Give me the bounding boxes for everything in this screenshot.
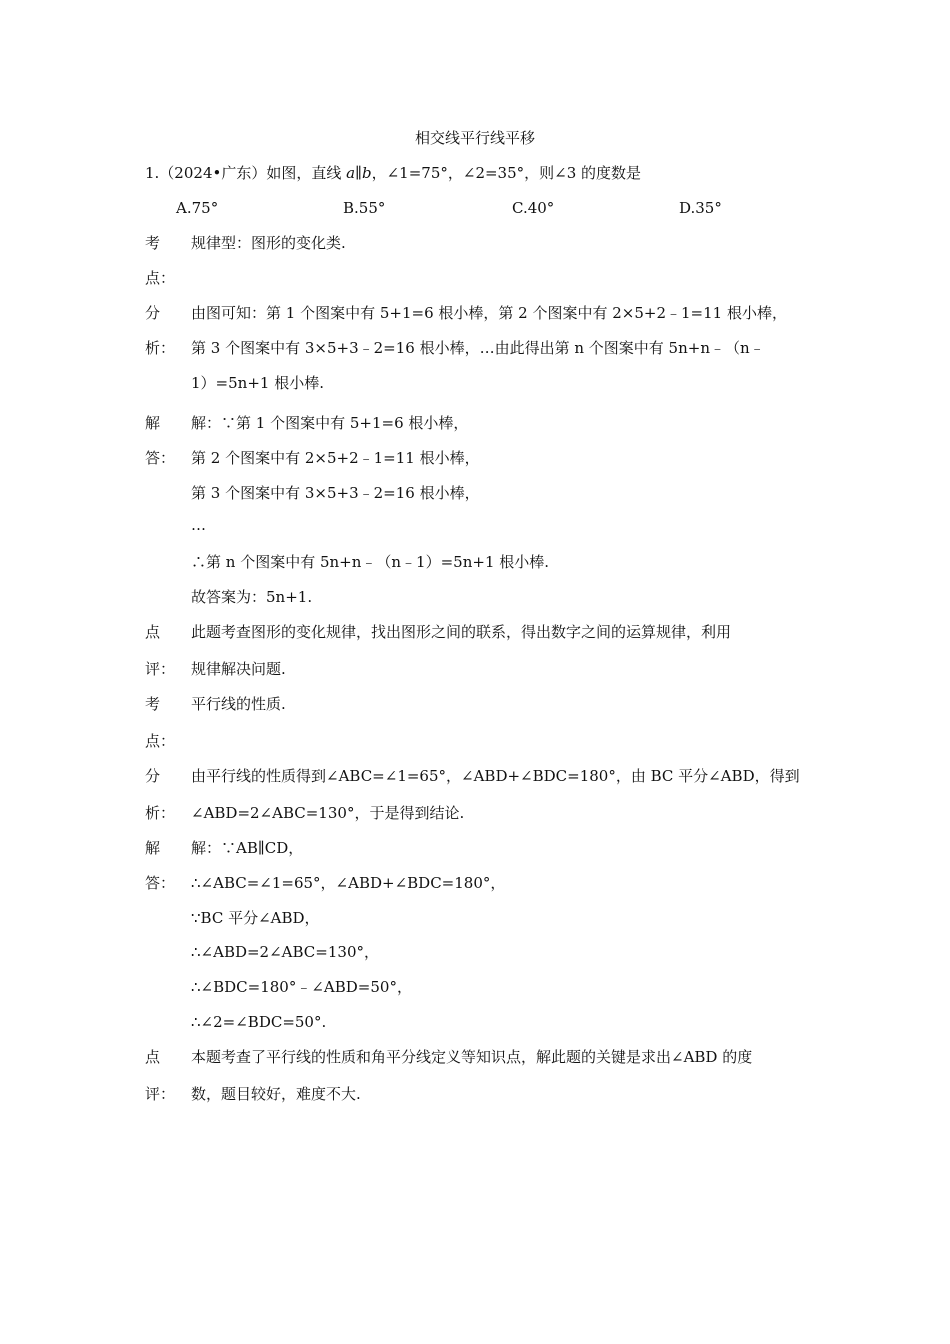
jieda-label-2b: 答： [145, 874, 176, 892]
page-title: 相交线平行线平移 [414, 129, 535, 147]
jieda-text-2-line3: ∵BC 平分∠ABD， [191, 909, 320, 927]
dianping-text-2-line1: 本题考查了平行线的性质和角平分线定义等知识点，解此题的关键是求出∠ABD 的度 [191, 1048, 753, 1066]
jieda-text-2-line2: ∴∠ABC=∠1=65°，∠ABD+∠BDC=180°， [191, 874, 506, 892]
dianping-label-2b: 评： [145, 1085, 176, 1103]
question-suffix: ，∠1=75°，∠2=35°，则∠3 的度数是 [371, 164, 642, 182]
dianping-text-1-line2: 规律解决问题. [191, 660, 286, 678]
kaodian-label-2b: 点： [145, 732, 176, 750]
jieda-text-1-line3: 第 3 个图案中有 3×5+3﹣2=16 根小棒， [191, 484, 480, 502]
fenxi-text-2-line1: 由平行线的性质得到∠ABC=∠1=65°，∠ABD+∠BDC=180°，由 BC 平分∠ABD，得到 [191, 767, 800, 785]
jieda-text-2-line4: ∴∠ABD=2∠ABC=130°， [191, 943, 379, 961]
kaodian-label-1b: 点： [145, 269, 176, 287]
option-d: D.35° [679, 199, 722, 217]
kaodian-text-2: 平行线的性质. [191, 695, 286, 713]
variable-a: a [346, 164, 356, 182]
dianping-label-1a: 点 [145, 623, 161, 641]
dianping-text-1-line1: 此题考查图形的变化规律，找出图形之间的联系，得出数字之间的运算规律，利用 [191, 623, 732, 641]
fenxi-label-2a: 分 [145, 767, 161, 785]
jieda-text-1-line5: ∴第 n 个图案中有 5n+n﹣（n﹣1）=5n+1 根小棒. [191, 553, 550, 571]
jieda-text-2-line1: 解：∵AB∥CD， [191, 839, 304, 857]
dianping-text-2-line2: 数，题目较好，难度不大. [191, 1085, 361, 1103]
jieda-text-1-line1: 解：∵第 1 个图案中有 5+1=6 根小棒， [191, 414, 469, 432]
variable-b: b [362, 164, 372, 182]
option-a: A.75° [176, 199, 219, 217]
fenxi-label-1a: 分 [145, 304, 161, 322]
jieda-label-2a: 解 [145, 839, 161, 857]
jieda-text-1-line2: 第 2 个图案中有 2×5+2﹣1=11 根小棒， [191, 449, 480, 467]
fenxi-label-2b: 析： [145, 804, 176, 822]
jieda-label-1a: 解 [145, 414, 161, 432]
dianping-label-1b: 评： [145, 660, 176, 678]
parallel-symbol: ∥ [355, 164, 362, 182]
fenxi-text-1-line3: 1）=5n+1 根小棒. [191, 374, 324, 392]
option-c: C.40° [512, 199, 555, 217]
question-stem [145, 163, 641, 183]
fenxi-text-1-line2: 第 3 个图案中有 3×5+3﹣2=16 根小棒，…由此得出第 n 个图案中有 5n+n﹣（n﹣ [191, 339, 765, 357]
kaodian-label-2a: 考 [145, 695, 161, 713]
jieda-label-1b: 答： [145, 449, 176, 467]
fenxi-text-2-line2: ∠ABD=2∠ABC=130°，于是得到结论. [191, 804, 465, 822]
fenxi-label-1b: 析： [145, 339, 176, 357]
jieda-text-1-line4: … [191, 516, 206, 534]
jieda-text-1-line6: 故答案为：5n+1. [191, 588, 313, 606]
fenxi-text-1-line1: 由图可知：第 1 个图案中有 5+1=6 根小棒，第 2 个图案中有 2×5+2﹣1=11 根小棒， [191, 304, 787, 322]
kaodian-label-1a: 考 [145, 234, 161, 252]
dianping-label-2a: 点 [145, 1048, 161, 1066]
question-prefix: 1.（2024•广东）如图，直线 [145, 164, 347, 182]
jieda-text-2-line6: ∴∠2=∠BDC=50°. [191, 1013, 327, 1031]
option-b: B.55° [343, 199, 386, 217]
kaodian-text-1: 规律型：图形的变化类. [191, 234, 346, 252]
jieda-text-2-line5: ∴∠BDC=180°﹣∠ABD=50°， [191, 978, 412, 996]
